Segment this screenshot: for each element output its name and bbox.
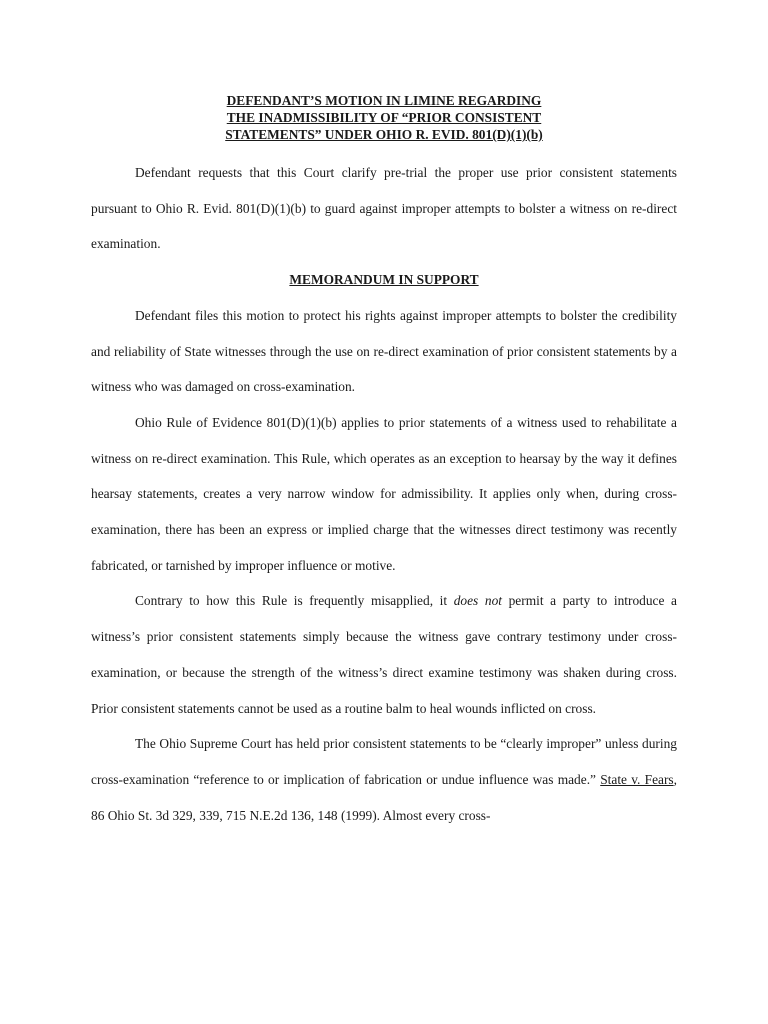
document-title [91,92,677,143]
paragraph-4-text-a: The Ohio Supreme Court has held prior consistent statements to be “clearly improper” unless during cross-examination “reference to or implication of fabrication or undue influence was made.” [91,736,677,787]
paragraph-3-text-b: permit a party to introduce a witness’s prior consistent statements simply because the witness gave contrary testimony under cross-examination, or because the strength of the witness’s direct examine testimony was shaken during cross. Prior consistent statements cannot be used as a routine balm to heal wounds inflicted on cross. [91,593,677,716]
emphasis-does-not: does not [453,593,502,609]
document-page [91,92,677,833]
paragraph-2: Ohio Rule of Evidence 801(D)(1)(b) applies to prior statements of a witness used to rehabilitate a witness on re-direct examination. This Rule, which operates as an exception to hearsay by the way it defines hearsay statements, creates a very narrow window for admissibility. It applies only when, during cross-examination, there has been an express or implied charge that the witnesses direct testimony was recently fabricated, or tarnished by improper influence or motive. [91,414,677,573]
intro-paragraph: Defendant requests that this Court clarify pre-trial the proper use prior consistent statements pursuant to Ohio R. Evid. 801(D)(1)(b) to guard against improper attempts to bolster a witness on re-direct examination. [91,165,677,252]
section-heading: MEMORANDUM IN SUPPORT [289,272,479,288]
paragraph-1: Defendant files this motion to protect his rights against improper attempts to bolster the credibility and reliability of State witnesses through the use on re-direct examination of prior consistent statements by a witness who was damaged on cross-examination. [91,307,677,395]
case-citation-name: State v. Fears [600,771,674,787]
paragraph-4 [91,726,677,833]
paragraph-4-text-b: , 86 Ohio St. 3d 329, 339, 715 N.E.2d 136, 148 (1999). Almost every cross- [91,771,677,823]
title-line-3: STATEMENTS” UNDER OHIO R. EVID. 801(D)(1)(b) [225,127,543,142]
paragraph-3-text-a: Contrary to how this Rule is frequently misapplied, it [135,593,454,609]
title-line-1: DEFENDANT’S MOTION IN LIMINE REGARDING [226,93,542,108]
paragraph-3 [91,583,677,726]
title-line-2: THE INADMISSIBILITY OF “PRIOR CONSISTENT [226,110,542,125]
